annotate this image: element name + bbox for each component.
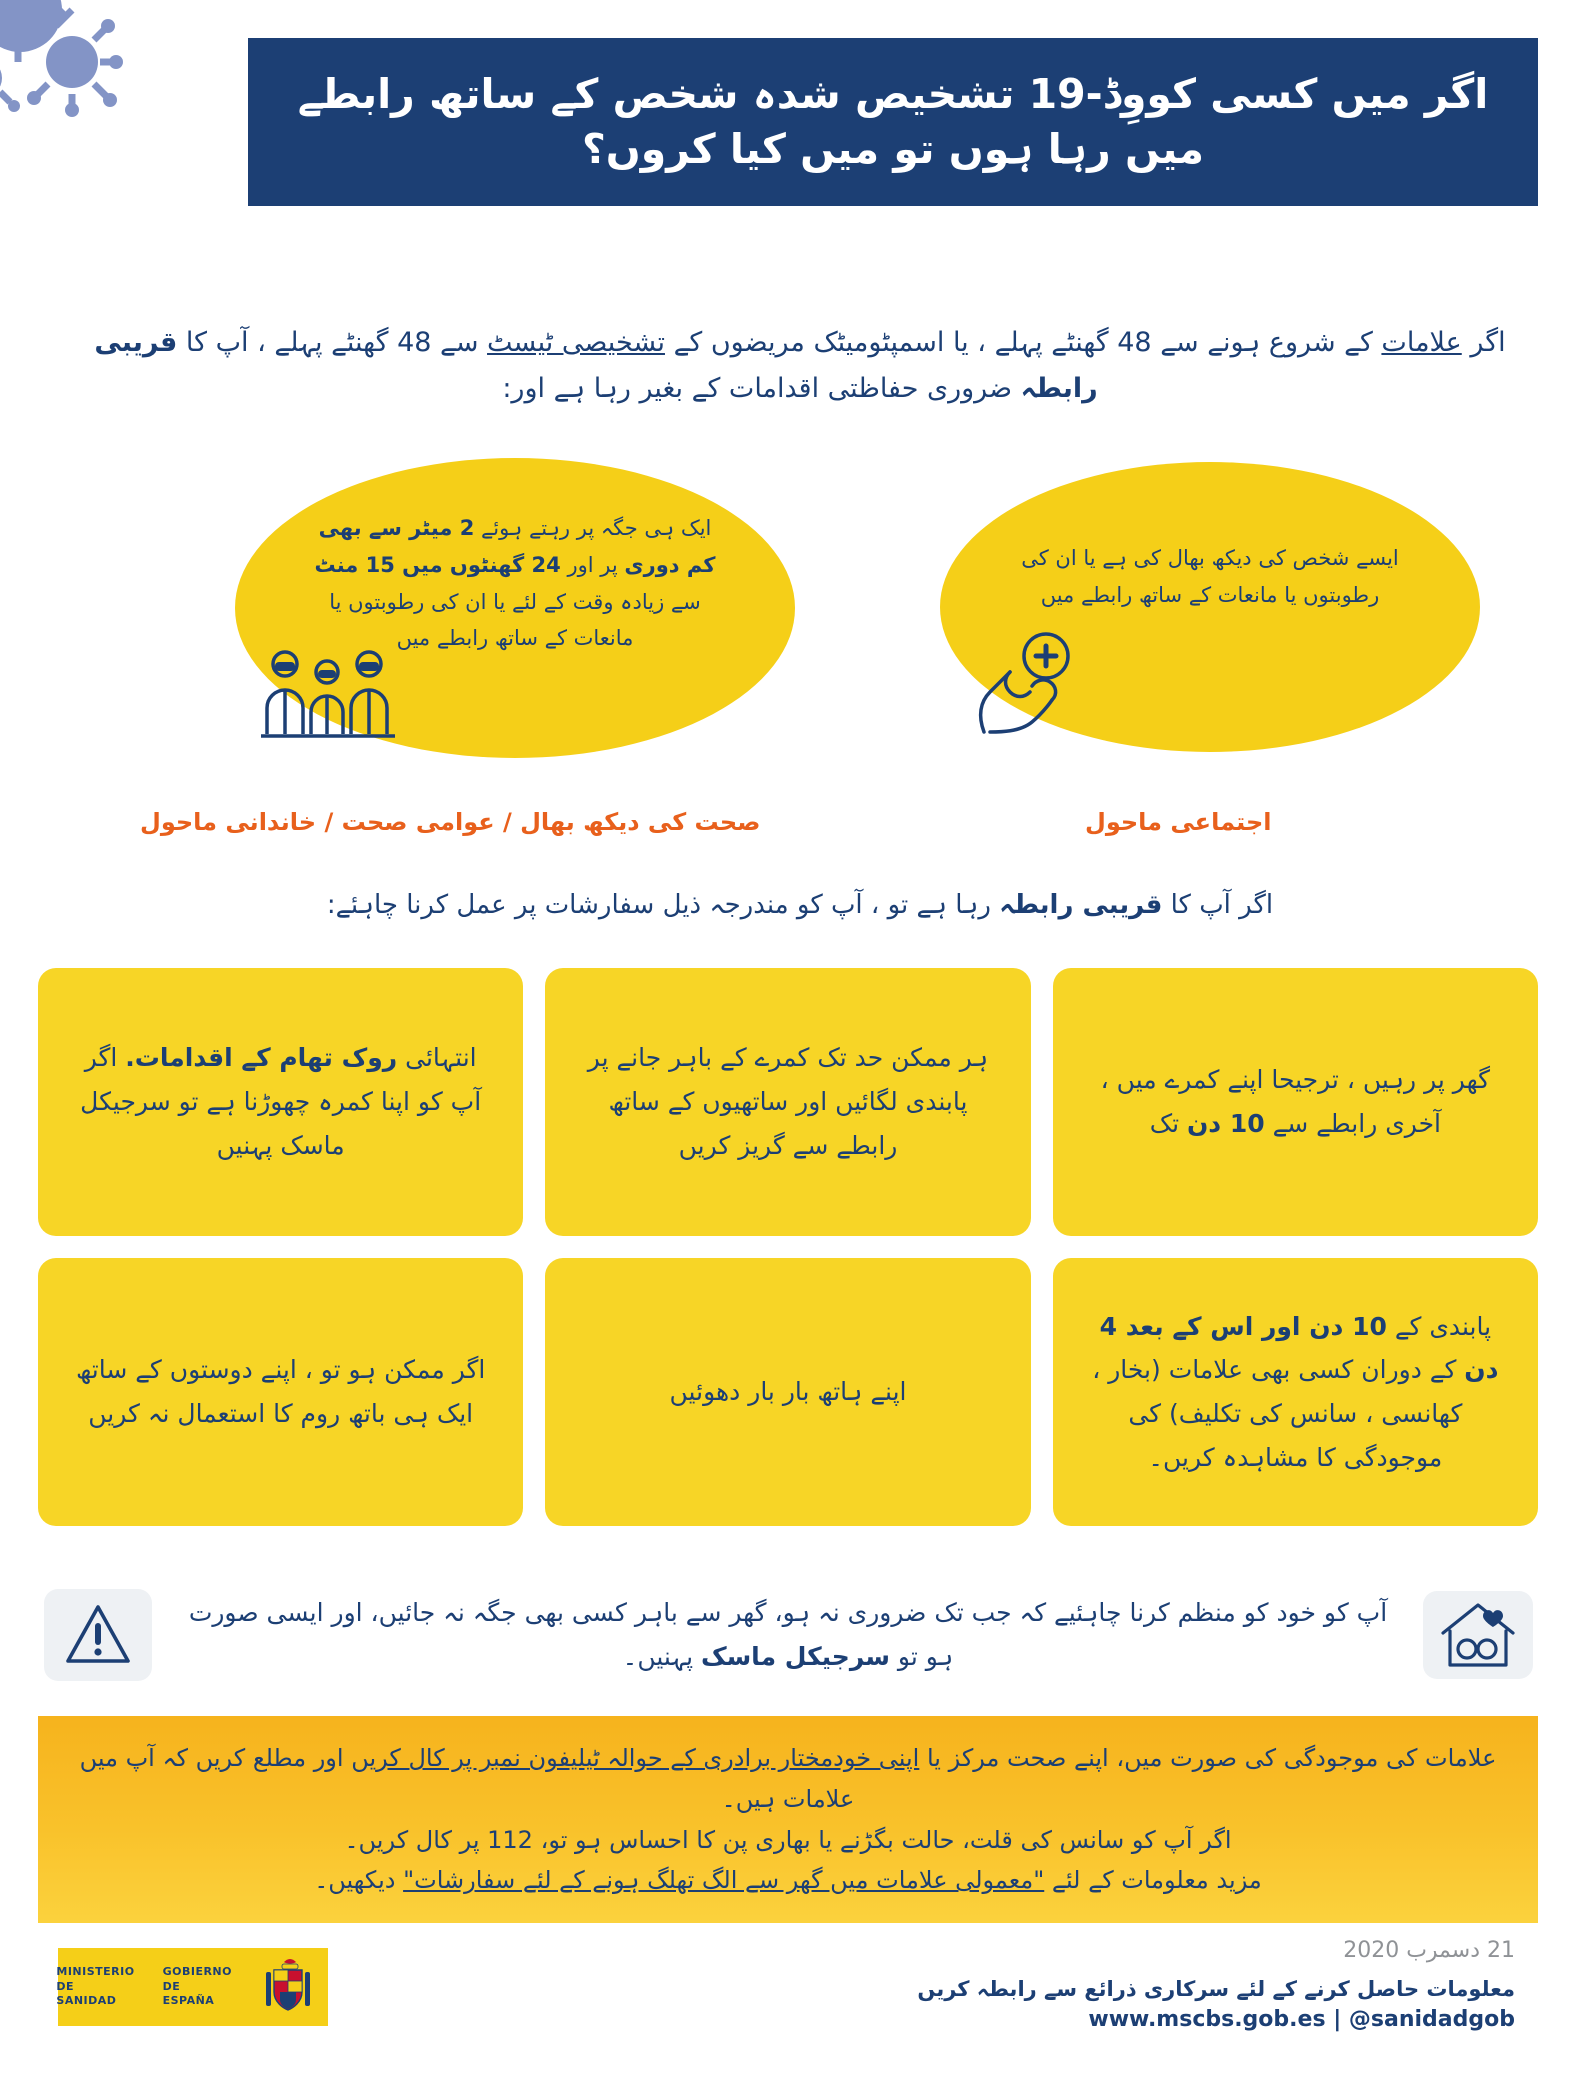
healthcare-setting-ellipse [940,462,1480,752]
logo-gobierno-text [163,1965,232,2010]
recommendation-card-prevention-mask [38,968,523,1236]
alert-line-1 [78,1738,1498,1820]
recommendation-card-limit-exits [545,968,1030,1236]
community-bold-2: 24 گھنٹوں میں 15 منٹ [314,552,561,577]
contact-settings-row [60,452,1540,782]
spain-coat-of-arms-icon [260,1956,316,2018]
warn-text-2: پہنیں۔ [622,1642,701,1671]
card-2-pre: انتہائی [397,1043,477,1073]
alert-1-pre: علامات کی موجودگی کی صورت میں، اپنے صحت مرکز یا [919,1744,1497,1772]
logo-line-2: DE ESPAÑA [162,1979,215,2008]
intro-text-1: اگر [1461,327,1506,358]
card-3-post: کے دوران کسی بھی علامات (بخار ، کھانسی ، سانس کی تکلیف) کی موجودگی کا مشاہدہ کریں۔ [1092,1355,1465,1472]
rec-intro-text-1: اگر آپ کا [1162,890,1274,920]
card-0-bold: 10 دن [1186,1109,1265,1138]
card-text [670,1370,907,1414]
healthcare-setting-caption: صحت کی دیکھ بھال / عوامی صحت / خاندانی ماحول [140,808,761,836]
card-text [1087,1058,1504,1146]
card-3-pre: پابندی کے [1386,1311,1492,1341]
community-text-3: سے زیادہ وقت کے لئے یا ان کی رطوبتوں یا مانعات کے ساتھ رابطے میں [329,589,701,651]
intro-text-2: کے شروع ہونے سے 48 گھنٹے پہلے ، یا اسمپٹومیٹک مریضوں کے [664,327,1382,358]
logo-ministerio-text [56,1965,134,2010]
logo-line-4: DE SANIDAD [56,1979,117,2008]
card-3-bold: 10 دن اور اس کے بعد 4 دن [1099,1311,1499,1385]
intro-bold-close-contact: قریبی رابطہ [94,327,1098,404]
header-banner [248,38,1538,206]
footer-contact-text: معلومات حاصل کرنے کے لئے سرکاری ذرائع سے رابطہ کریں [917,1977,1515,2001]
symptoms-link[interactable]: علامات [1381,327,1462,358]
logo-line-1: GOBIERNO [162,1964,232,1978]
home-isolation-recommendations-link[interactable]: "معمولی علامات میں گھر سے الگ تھلگ ہونے کے لئے سفارشات" [403,1866,1045,1895]
card-text [579,1036,996,1167]
warning-text [158,1591,1418,1679]
diagnostic-test-link[interactable]: تشخیصی ٹیسٹ [487,327,665,358]
footer-info [917,1938,1515,2032]
footer-website[interactable]: www.mscbs.gob.es | @sanidadgob [1088,2007,1515,2032]
recommendation-card-separate-bathroom [38,1258,523,1526]
warn-bold: سرجیکل ماسک [701,1642,890,1671]
card-0-pre: گھر پر رہیں ، ترجیحا اپنے کمرے میں ، آخری رابطے سے [1100,1065,1490,1138]
coronavirus-decoration-icon [0,0,190,200]
intro-text-3: سے 48 گھنٹے پہلے ، آپ کا [177,327,488,358]
recommendations-intro [60,890,1540,920]
card-2-post: اگر آپ کو اپنا کمرہ چھوڑنا ہے تو سرجیکل ماسک پہنیں [80,1043,482,1160]
card-5-pre: اگر ممکن ہو تو ، اپنے دوستوں کے ساتھ ایک ہی باتھ روم کا استعمال نہ کریں [76,1355,486,1428]
alert-line-3 [78,1860,1498,1901]
footer [0,1938,1575,2058]
healthcare-setting-text: ایسے شخص کی دیکھ بھال کی ہے یا ان کی رطوبتوں یا مانعات کے ساتھ رابطے میں [1021,546,1399,607]
people-group-icon [255,638,405,748]
recommendation-card-wash-hands [545,1258,1030,1526]
recommendation-card-monitor-symptoms [1053,1258,1538,1526]
warning-triangle-icon [44,1587,152,1683]
rec-intro-text-2: رہا ہے تو ، آپ کو مندرجہ ذیل سفارشات پر عمل کرنا چاہئے: [326,890,1000,920]
community-setting-caption: اجتماعی ماحول [1085,808,1272,836]
recommendation-card-stay-home [1053,968,1538,1236]
footer-date: 21 دسمرب 2020 [1343,1938,1515,1963]
alert-1-post: اور مطلع کریں کہ آپ میں علامات ہیں۔ [79,1744,855,1813]
alert-box [38,1716,1538,1923]
community-text-2: پر اور [560,552,625,577]
warn-text-1: آپ کو خود کو منظم کرنا چاہئیے کہ جب تک ضروری نہ ہو، گھر سے باہر کسی بھی جگہ نہ جائیں، اور ایسی صورت ہو تو [188,1598,1388,1671]
community-text-1: ایک ہی جگہ پر رہتے ہوئے [474,516,712,540]
community-setting-text [305,510,725,657]
intro-paragraph [60,320,1540,412]
alert-3-pre: مزید معلومات کے لئے [1044,1866,1262,1895]
caring-hand-icon [960,620,1090,740]
autonomous-community-phone-link[interactable]: اپنی خودمختار برادری کے حوالہ ٹیلیفون نمبر پر کال کریں [351,1744,920,1772]
stay-home-warning [38,1570,1538,1700]
card-1-pre: ہر ممکن حد تک کمرے کے باہر جانے پر پابندی لگائیں اور ساتھیوں کے ساتھ رابطے سے گریز کریں [587,1043,989,1160]
logo-line-3: MINISTERIO [56,1964,135,1978]
card-text [1087,1305,1504,1480]
page-title: اگر میں کسی کووِڈ-19 تشخیص شدہ شخص کے ساتھ رابطے میں رہا ہوں تو میں کیا کروں؟ [297,69,1489,173]
alert-3-post: دیکھیں۔ [314,1866,404,1895]
warning-triangle-icon-wrap [38,1580,158,1690]
alert-line-2: اگر آپ کو سانس کی قلت، حالت بگڑنے یا بھاری پن کا احساس ہو تو، 112 پر کال کریں۔ [344,1825,1232,1854]
card-0-post: تک [1149,1109,1187,1138]
rec-intro-bold: قریبی رابطہ [999,890,1163,920]
card-2-bold: روک تھام کے اقدامات. [125,1043,398,1073]
government-logo [58,1948,328,2026]
intro-text-4: ضروری حفاظتی اقدامات کے بغیر رہا ہے اور: [502,372,1021,404]
community-bold-1: 2 میٹر سے بھی کم دوری [318,516,716,577]
card-text [72,1036,489,1167]
community-setting-ellipse [235,458,795,758]
card-text [72,1348,489,1436]
recommendation-cards [38,968,1538,1526]
card-4-pre: اپنے ہاتھ بار بار دھوئیں [669,1377,907,1407]
home-isolation-icon [1423,1587,1533,1683]
home-isolation-icon-wrap [1418,1580,1538,1690]
